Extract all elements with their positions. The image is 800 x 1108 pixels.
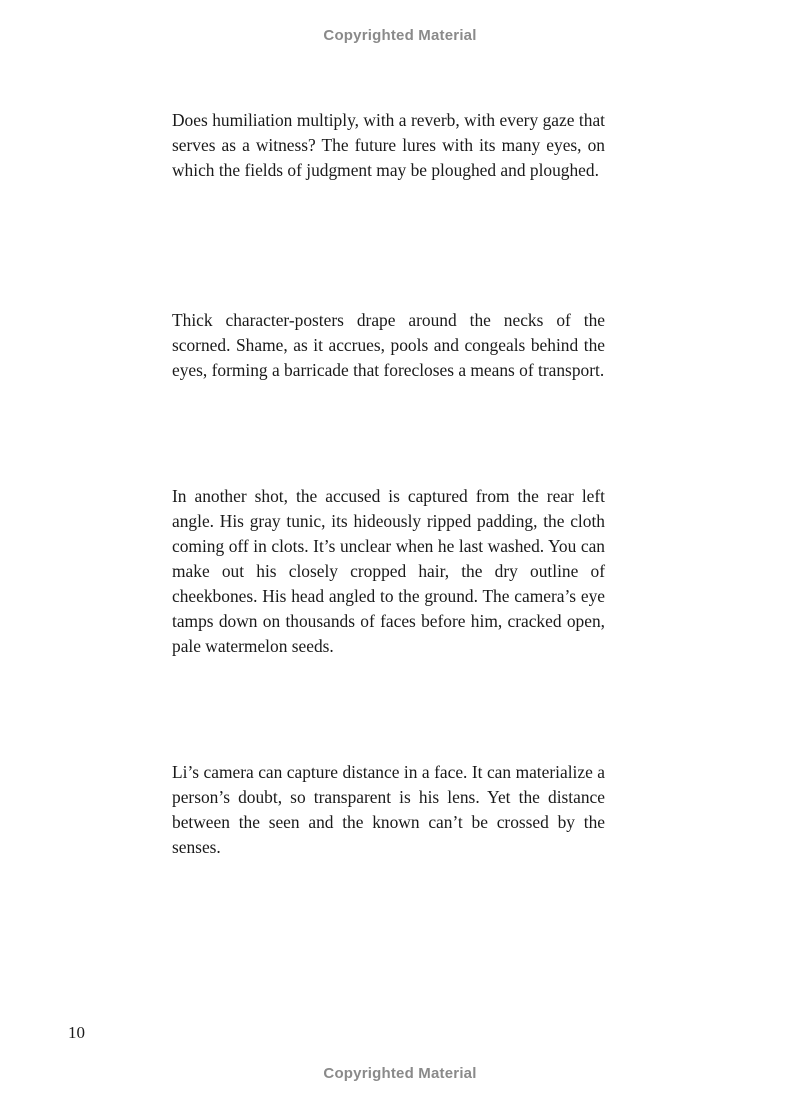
paragraph-1: Does humiliation multiply, with a reverb, with every gaze that serves as a witness? The future lures with its many eyes, on which the fields of judgment may be ploughed and ploughed. bbox=[172, 110, 605, 180]
paragraph-3: In another shot, the accused is captured from the rear left angle. His gray tunic, its hideously ripped padding, the cloth coming off in clots. It’s unclear when he last washed. You can make out his closely cropped hair, the dry outline of cheekbones. His head angled to the ground. The camera’s eye tamps down on thousands of faces before him, cracked open, pale watermelon seeds. bbox=[172, 486, 605, 656]
copyright-watermark-top: Copyrighted Material bbox=[323, 27, 477, 44]
page-number: 10 bbox=[68, 1023, 85, 1042]
copyright-watermark-bottom: Copyrighted Material bbox=[323, 1065, 477, 1082]
paragraph-2: Thick character-posters drape around the necks of the scorned. Shame, as it accrues, pools and congeals behind the eyes, forming a barricade that forecloses a means of transport. bbox=[172, 310, 605, 380]
paragraph-4: Li’s camera can capture distance in a face. It can materialize a person’s doubt, so transparent is his lens. Yet the distance between the seen and the known can’t be crossed by the senses. bbox=[172, 762, 605, 857]
